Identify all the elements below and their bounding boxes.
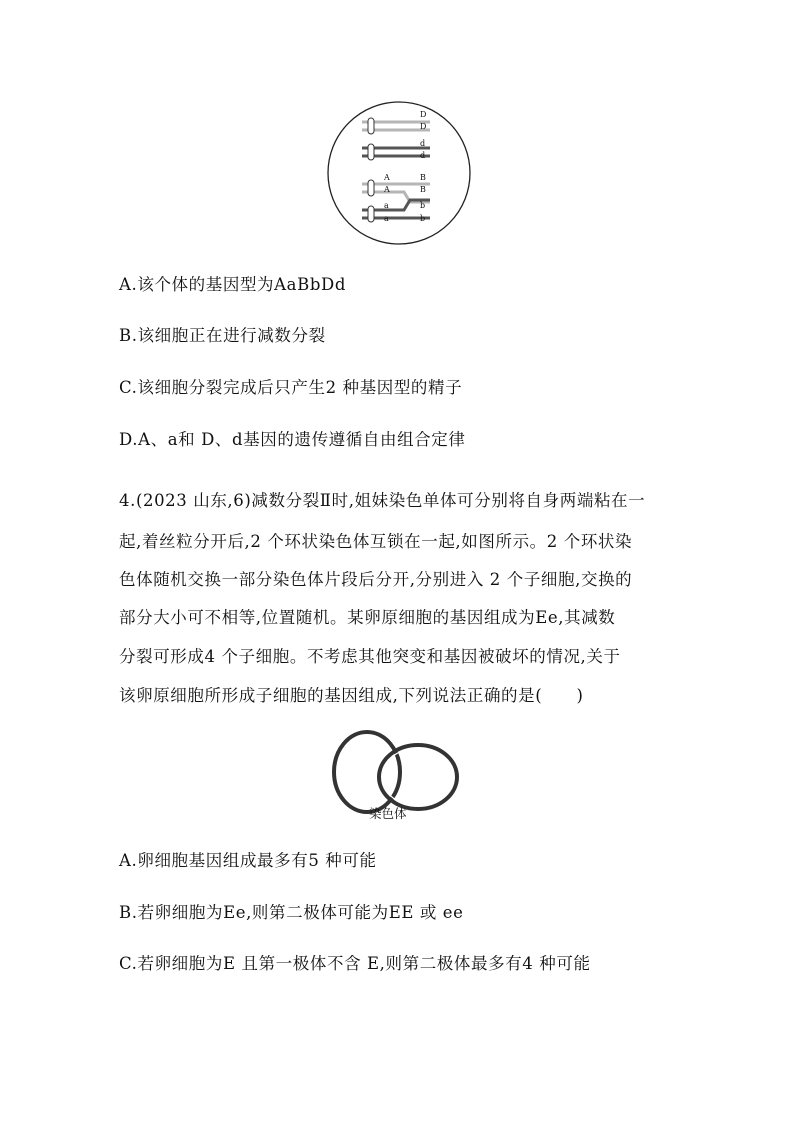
option-b: B.若卵细胞为Ee,则第二极体可能为EE 或 ee (119, 903, 464, 922)
centromere (368, 118, 374, 134)
ring-chromosome-right-inner (382, 748, 454, 806)
question-4-line: 色体随机交换一部分染色体片段后分开,分别进入 2 个子细胞,交换的 (119, 570, 633, 589)
centromere (368, 206, 374, 222)
gene-label: b (420, 214, 426, 223)
centromere (368, 180, 374, 196)
option-c: C.若卵细胞为E 且第一极体不含 E,则第二极体最多有4 种可能 (119, 954, 591, 973)
centromere (368, 144, 374, 160)
gene-label: A (384, 173, 390, 182)
gene-label: B (420, 185, 426, 194)
gene-label: a (384, 214, 389, 223)
question-4-line: 部分大小可不相等,位置随机。某卵原细胞的基因组成为Ee,其减数 (119, 608, 616, 627)
option-d: D.A、a和 D、d基因的遗传遵循自由组合定律 (119, 430, 466, 449)
gene-label: B (420, 173, 426, 182)
gene-label: D (420, 122, 427, 131)
question-4-line: 4.(2023 山东,6)减数分裂Ⅱ时,姐妹染色单体可分别将自身两端粘在一 (119, 491, 646, 510)
ring-chromosome-right (379, 745, 457, 809)
option-c: C.该细胞分裂完成后只产生2 种基因型的精子 (119, 378, 463, 397)
gene-label: a (384, 201, 389, 210)
gene-label: d (420, 151, 426, 160)
question-4-line: 分裂可形成4 个子细胞。不考虑其他突变和基因被破坏的情况,关于 (119, 647, 621, 666)
option-b: B.该细胞正在进行减数分裂 (119, 326, 326, 345)
figure-caption: 染色体 (369, 806, 407, 821)
cell-chromosome-figure (326, 100, 472, 246)
option-a: A.卵细胞基因组成最多有5 种可能 (119, 851, 377, 870)
gene-label: A (384, 185, 390, 194)
option-a: A.该个体的基因型为AaBbDd (119, 275, 346, 294)
question-4-line: 起,着丝粒分开后,2 个环状染色体互锁在一起,如图所示。2 个环状染 (119, 532, 633, 551)
gene-label: D (420, 110, 427, 119)
gene-label: d (420, 139, 426, 148)
gene-label: b (420, 201, 426, 210)
question-4-line: 该卵原细胞所形成子细胞的基因组成,下列说法正确的是( ) (119, 686, 584, 705)
